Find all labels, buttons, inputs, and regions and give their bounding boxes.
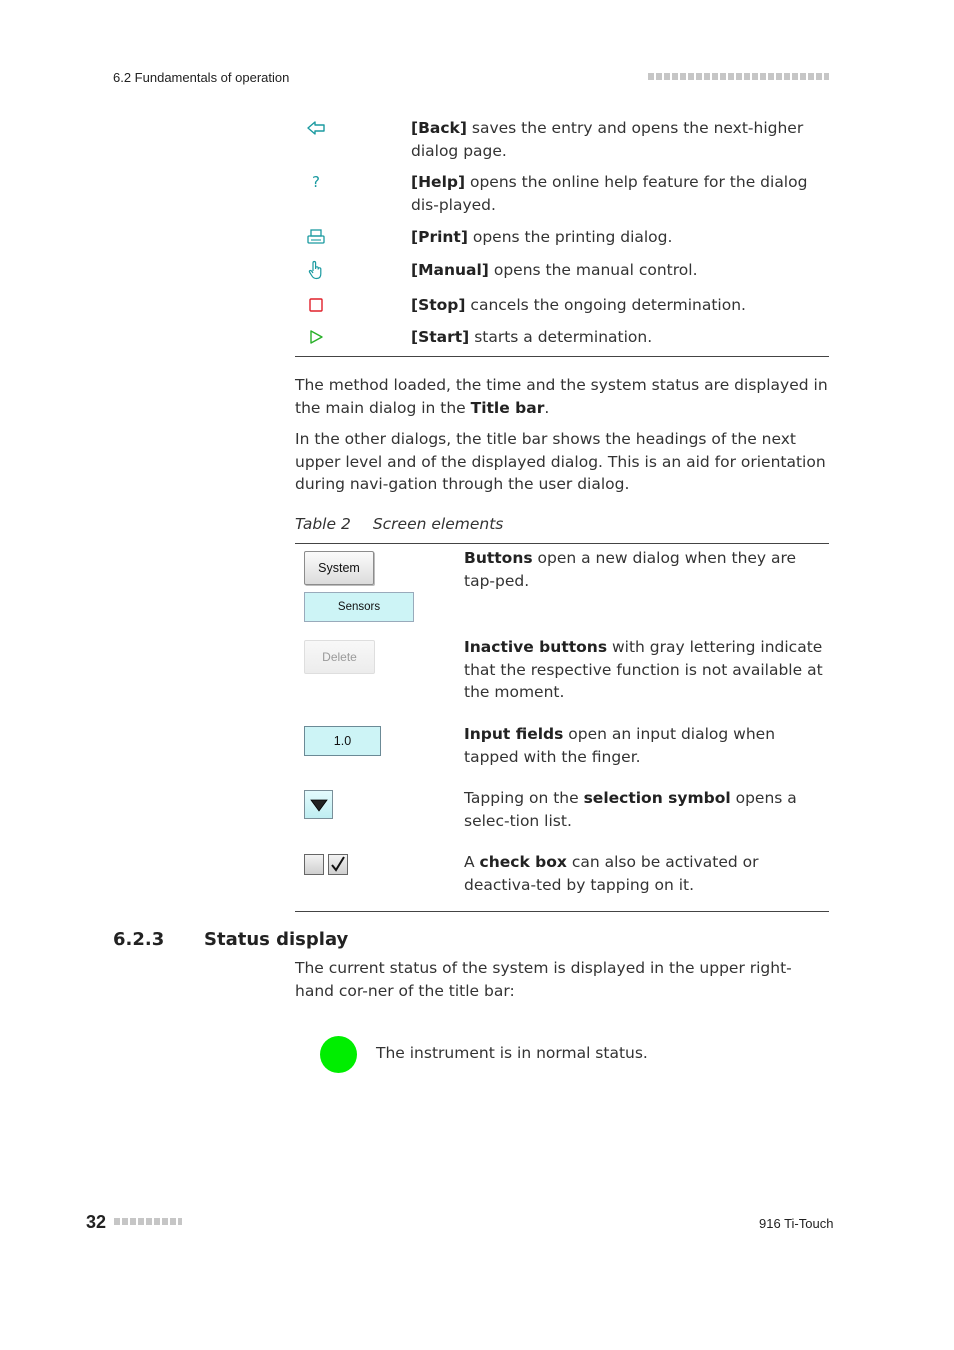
status-normal-text: The instrument is in normal status. bbox=[376, 1044, 648, 1062]
stop-description: [Stop] cancels the ongoing determination. bbox=[411, 296, 746, 314]
print-description: [Print] opens the printing dialog. bbox=[411, 228, 673, 246]
input-fields-description: Input fields open an input dialog when tapped with the finger. bbox=[464, 725, 776, 766]
sensors-button-sample: Sensors bbox=[304, 592, 414, 622]
checkbox-unchecked-sample bbox=[304, 854, 324, 875]
stop-icon bbox=[306, 295, 326, 315]
buttons-description: Buttons open a new dialog when they are tap-ped. bbox=[464, 549, 797, 590]
delete-button-sample: Delete bbox=[304, 640, 375, 674]
selection-symbol-description: Tapping on the selection symbol opens a selec-tion list. bbox=[464, 789, 797, 830]
status-normal-indicator bbox=[320, 1036, 357, 1073]
running-header: 6.2 Fundamentals of operation bbox=[113, 70, 290, 85]
title-bar-paragraph: The method loaded, the time and the system status are displayed in the main dialog in the Title bar. bbox=[295, 376, 828, 417]
start-icon bbox=[306, 327, 326, 347]
icon-table-bottom-rule bbox=[295, 356, 829, 357]
footer-product: 916 Ti-Touch bbox=[759, 1216, 834, 1231]
check-box-description: A check box can also be activated or deactiva-ted by tapping on it. bbox=[464, 853, 759, 894]
back-description: [Back] saves the entry and opens the next-higher dialog page. bbox=[411, 119, 804, 160]
section-number: 6.2.3 bbox=[113, 929, 165, 950]
help-description: [Help] opens the online help feature for the dialog dis-played. bbox=[411, 173, 808, 214]
back-arrow-icon bbox=[306, 118, 326, 138]
manual-description: [Manual] opens the manual control. bbox=[411, 261, 698, 279]
help-icon: ? bbox=[312, 173, 320, 191]
table-caption: Table 2 Screen elements bbox=[295, 515, 504, 533]
section-title: Status display bbox=[204, 929, 349, 950]
footer-decoration bbox=[114, 1218, 182, 1225]
status-intro-paragraph: The current status of the system is displayed in the upper right-hand cor-ner of the title bar: bbox=[295, 959, 792, 1000]
system-button-sample: System bbox=[304, 551, 374, 585]
selection-symbol-sample bbox=[304, 790, 333, 819]
print-icon bbox=[306, 227, 326, 247]
inactive-buttons-description: Inactive buttons with gray lettering indicate that the respective function is not available at the moment. bbox=[464, 638, 823, 701]
checkbox-checked-sample bbox=[328, 854, 348, 875]
page-number: 32 bbox=[86, 1212, 107, 1232]
hand-icon bbox=[306, 260, 326, 280]
dropdown-triangle-icon bbox=[309, 797, 329, 813]
other-dialogs-paragraph: In the other dialogs, the title bar shows the headings of the next upper level and of the displayed dialog. This is an aid for orientation during navi-gation through the user dialog. bbox=[295, 430, 826, 493]
checkmark-icon bbox=[329, 855, 347, 874]
table-top-rule bbox=[295, 543, 829, 544]
table-bottom-rule bbox=[295, 911, 829, 912]
input-field-sample: 1.0 bbox=[304, 726, 381, 756]
start-description: [Start] starts a determination. bbox=[411, 328, 653, 346]
header-decoration bbox=[648, 73, 829, 80]
